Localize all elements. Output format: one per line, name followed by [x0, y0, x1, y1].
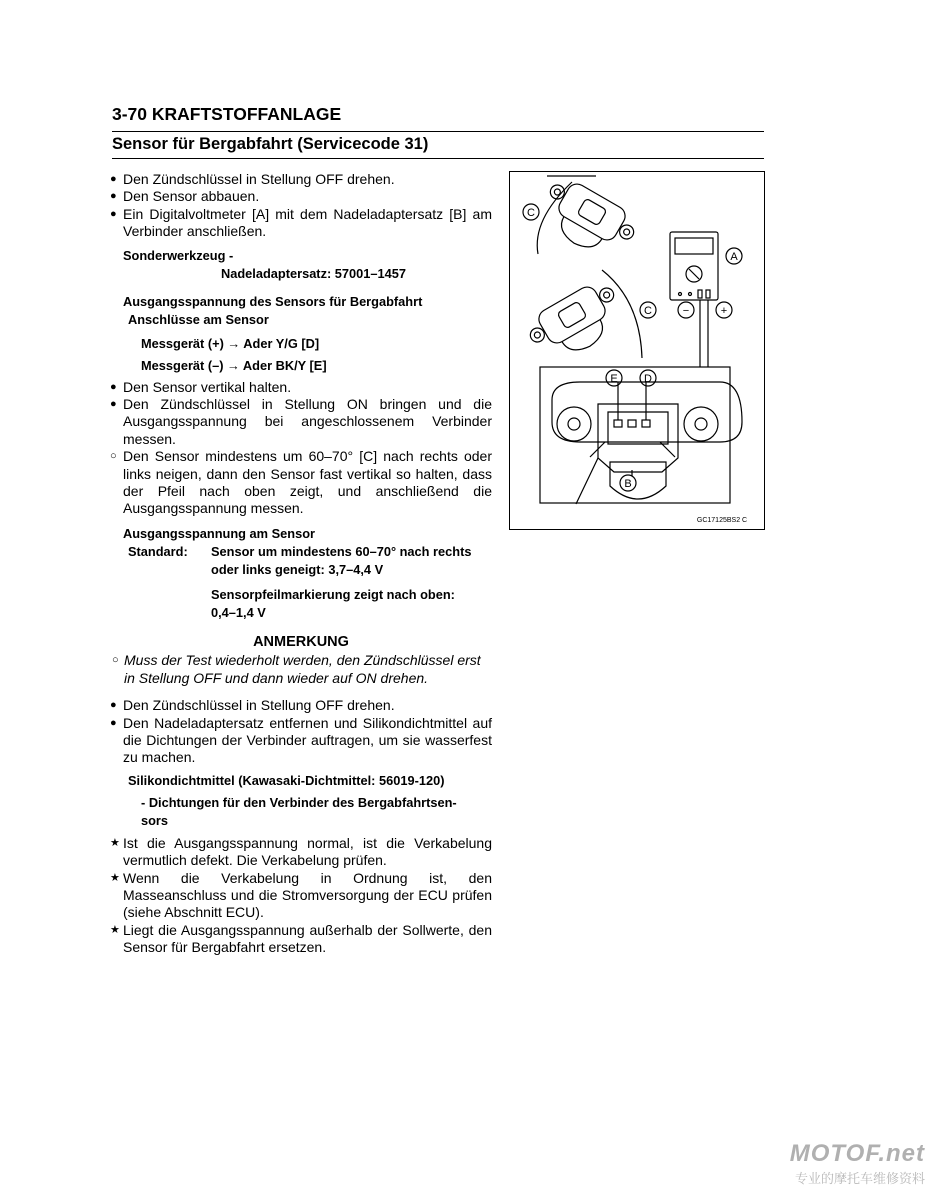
standard-label: Standard:	[128, 543, 188, 559]
sealant-line-2: sors	[141, 812, 169, 828]
figure-code: GC17125BS2 C	[696, 517, 748, 524]
output-voltage-title: Ausgangsspannung des Sensors für Bergabfahrt	[123, 293, 423, 309]
step-item-sub: ○ Den Sensor mindestens um 60–70° [C] nach rechts oder links neigen, dann den Sensor fast vertikal so halten, dass der Pfeil nach oben zeigt, und anschließend die Ausgangsspannung messen.	[110, 448, 492, 517]
bullet-icon: ●	[110, 190, 117, 203]
star-icon: ★	[110, 871, 120, 884]
title-rule	[112, 131, 764, 132]
watermark-brand: MOTOF.net	[789, 1140, 925, 1167]
label-e: E	[610, 373, 618, 385]
special-tool-label: Sonderwerkzeug -	[123, 247, 234, 263]
star-item: ★ Liegt die Ausgangsspannung außerhalb der Sollwerte, den Sensor für Bergabfahrt ersetzen.	[110, 921, 492, 956]
sensor-voltage-title: Ausgangsspannung am Sensor	[123, 525, 315, 541]
label-b: B	[624, 478, 632, 490]
standard-1-line-a: Sensor um mindestens 60–70° nach rechts	[211, 543, 472, 559]
watermark-tagline: 专业的摩托车维修资料	[794, 1171, 925, 1186]
subtitle-rule	[112, 158, 764, 159]
bullet-icon: ●	[110, 173, 117, 185]
standard-value-2	[110, 586, 492, 622]
standard-2-line-a: Sensorpfeilmarkierung zeigt nach oben:	[211, 586, 455, 602]
tilted-sensor-lower-icon	[522, 276, 630, 370]
sensor-test-diagram	[510, 172, 763, 528]
circle-bullet-icon: ○	[112, 654, 119, 667]
star-item: ★ Wenn die Verkabelung in Ordnung ist, den Masseanschluss und die Stromversorgung der ECU prüfen (siehe Abschnitt ECU).	[110, 869, 492, 921]
connector-closeup-icon	[552, 382, 742, 499]
label-a: A	[730, 251, 738, 263]
label-d: D	[644, 373, 652, 385]
standard-2-line-b: 0,4–1,4 V	[211, 604, 266, 620]
standard-1-line-b: oder links geneigt: 3,7–4,4 V	[211, 561, 384, 577]
label-c: C	[527, 207, 535, 219]
sealant-title: Silikondichtmittel (Kawasaki-Dichtmittel: 56019-120)	[128, 772, 445, 788]
star-icon: ★	[110, 923, 120, 936]
bullet-icon: ●	[110, 398, 117, 411]
step-item: ● Den Zündschlüssel in Stellung OFF drehen.	[110, 697, 395, 714]
voltmeter-icon	[670, 232, 718, 300]
tilted-sensor-upper-icon	[533, 173, 641, 267]
label-minus: −	[682, 305, 690, 317]
meter-minus-connection: Messgerät (–) → Ader BK/Y [E]	[141, 357, 327, 373]
star-item: ★ Ist die Ausgangsspannung normal, ist die Verkabelung vermutlich defekt. Die Verkabelung prüfen.	[110, 834, 492, 869]
label-plus: +	[720, 305, 728, 317]
special-tool-item: Nadeladaptersatz: 57001–1457	[221, 265, 406, 281]
step-item: ● Den Zündschlüssel in Stellung ON bringen und die Ausgangsspannung bei angeschlossenem Verbinder messen.	[110, 396, 492, 447]
step-item: ● Den Nadeladaptersatz entfernen und Silikondichtmittel auf die Dichtungen der Verbinder auftragen, um sie wasserfest zu machen.	[110, 714, 492, 766]
bullet-icon: ●	[110, 716, 117, 729]
bullet-icon: ●	[110, 207, 117, 220]
standard-value-1	[110, 543, 492, 579]
step-item: ● Ein Digitalvoltmeter [A] mit dem Nadeladaptersatz [B] am Verbinder anschließen.	[110, 205, 492, 240]
text-column	[110, 171, 492, 957]
label-c: C	[644, 305, 652, 317]
bullet-icon: ●	[110, 380, 117, 393]
step-item: ● Den Sensor vertikal halten.	[110, 378, 292, 395]
section-title: 3-70 KRAFTSTOFFANLAGE	[112, 104, 342, 124]
watermark	[755, 1140, 925, 1196]
note-heading: ANMERKUNG	[253, 633, 349, 650]
step-item: ● Den Sensor abbauen.	[110, 188, 260, 205]
meter-plus-connection: Messgerät (+) → Ader Y/G [D]	[141, 335, 320, 351]
bullet-icon: ●	[110, 699, 117, 712]
circle-bullet-icon: ○	[110, 450, 117, 463]
figure-box	[509, 171, 765, 530]
note-text: ○ Muss der Test wiederholt werden, den Zündschlüssel erst in Stellung OFF und dann wieder auf ON drehen.	[112, 652, 481, 686]
sealant-line-1: - Dichtungen für den Verbinder des Bergabfahrtsen-	[141, 794, 457, 810]
step-item: ● Den Zündschlüssel in Stellung OFF drehen.	[110, 171, 395, 187]
subsection-title: Sensor für Bergabfahrt (Servicecode 31)	[112, 135, 429, 153]
star-icon: ★	[110, 836, 120, 849]
output-voltage-subtitle: Anschlüsse am Sensor	[128, 311, 269, 327]
